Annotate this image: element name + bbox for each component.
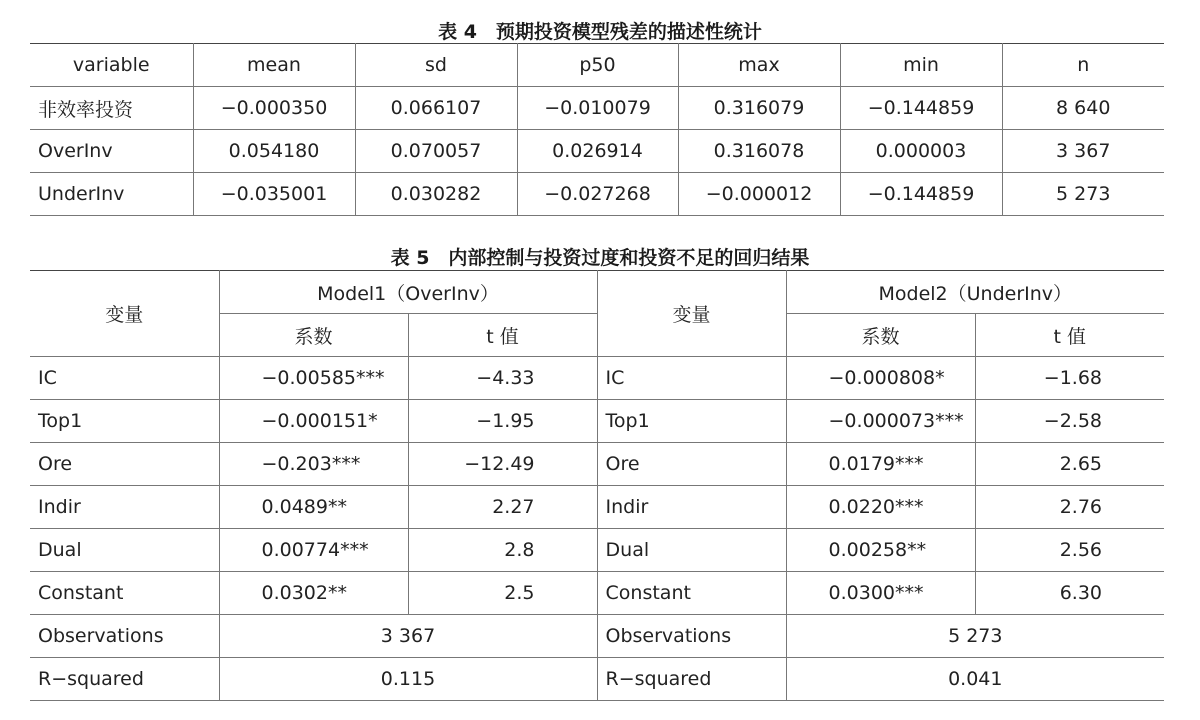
coef-cell: −0.000808* <box>786 357 975 400</box>
table-cell: 0.316079 <box>678 87 840 130</box>
coef-header: 系数 <box>219 314 408 357</box>
variable-label: Indir <box>597 486 786 529</box>
table-cell: 0.030282 <box>355 173 517 216</box>
table-row <box>30 173 1164 216</box>
coef-cell: −0.000151* <box>219 400 408 443</box>
coef-cell: 0.00774*** <box>219 529 408 572</box>
table4-header-cell: max <box>678 44 840 87</box>
variable-label: IC <box>30 357 219 400</box>
table-cell: −0.000012 <box>678 173 840 216</box>
coef-header: 系数 <box>786 314 975 357</box>
model1-header: Model1（OverInv） <box>219 271 597 314</box>
table4-header-cell: mean <box>193 44 355 87</box>
t-value-cell: 6.30 <box>975 572 1164 615</box>
coef-cell: 0.0300*** <box>786 572 975 615</box>
table-cell: −0.144859 <box>840 173 1002 216</box>
coef-cell: 0.0302** <box>219 572 408 615</box>
coef-cell: 0.00258** <box>786 529 975 572</box>
observations-label: Observations <box>30 615 219 658</box>
variable-label: Indir <box>30 486 219 529</box>
table-cell: 0.316078 <box>678 130 840 173</box>
table5-caption: 表 5 内部控制与投资过度和投资不足的回归结果 <box>390 247 810 269</box>
variable-label: Ore <box>30 443 219 486</box>
table-cell: −0.000350 <box>193 87 355 130</box>
rsquared-value: 0.115 <box>219 658 597 701</box>
variable-label: Top1 <box>30 400 219 443</box>
table-row <box>30 130 1164 173</box>
variable-label: Dual <box>30 529 219 572</box>
table-cell: −0.035001 <box>193 173 355 216</box>
rsquared-value: 0.041 <box>786 658 1164 701</box>
table-cell: 非效率投资 <box>30 87 193 130</box>
table-cell: 0.070057 <box>355 130 517 173</box>
variable-label: Ore <box>597 443 786 486</box>
table4-caption: 表 4 预期投资模型残差的描述性统计 <box>438 21 762 43</box>
observations-value: 5 273 <box>786 615 1164 658</box>
table-cell: 0.026914 <box>517 130 678 173</box>
table5-header-row <box>30 271 1164 314</box>
table-cell: −0.010079 <box>517 87 678 130</box>
table4-header-cell: variable <box>30 44 193 87</box>
observations-value: 3 367 <box>219 615 597 658</box>
table-cell: 3 367 <box>1002 130 1164 173</box>
t-value-cell: −4.33 <box>408 357 597 400</box>
t-value-cell: 2.5 <box>408 572 597 615</box>
table-row <box>30 572 1164 615</box>
variable-label: Top1 <box>597 400 786 443</box>
table4-header-cell: min <box>840 44 1002 87</box>
table4-header-cell: n <box>1002 44 1164 87</box>
t-value-cell: −1.95 <box>408 400 597 443</box>
coef-cell: 0.0489** <box>219 486 408 529</box>
t-value-cell: −12.49 <box>408 443 597 486</box>
table4-header-row <box>30 44 1164 87</box>
variable-label: Constant <box>597 572 786 615</box>
table4-header-cell: sd <box>355 44 517 87</box>
coef-cell: −0.203*** <box>219 443 408 486</box>
t-value-cell: −1.68 <box>975 357 1164 400</box>
rsquared-label: R−squared <box>30 658 219 701</box>
coef-cell: 0.0179*** <box>786 443 975 486</box>
table4 <box>30 43 1164 216</box>
t-value-cell: 2.27 <box>408 486 597 529</box>
variable-label: Constant <box>30 572 219 615</box>
coef-cell: −0.00585*** <box>219 357 408 400</box>
table-cell: 0.054180 <box>193 130 355 173</box>
table4-header-cell: p50 <box>517 44 678 87</box>
t-header: t 值 <box>408 314 597 357</box>
table-cell: −0.027268 <box>517 173 678 216</box>
table-row <box>30 357 1164 400</box>
rsquared-row <box>30 658 1164 701</box>
t-value-cell: 2.8 <box>408 529 597 572</box>
table-row <box>30 400 1164 443</box>
t-value-cell: 2.56 <box>975 529 1164 572</box>
t-value-cell: 2.65 <box>975 443 1164 486</box>
model2-header: Model2（UnderInv） <box>786 271 1164 314</box>
variable-label: Dual <box>597 529 786 572</box>
table-cell: 5 273 <box>1002 173 1164 216</box>
table-cell: UnderInv <box>30 173 193 216</box>
table-row <box>30 87 1164 130</box>
variable-label: IC <box>597 357 786 400</box>
t-header: t 值 <box>975 314 1164 357</box>
t-value-cell: 2.76 <box>975 486 1164 529</box>
var-header: 变量 <box>30 271 219 357</box>
table-cell: 0.066107 <box>355 87 517 130</box>
table-cell: OverInv <box>30 130 193 173</box>
observations-label: Observations <box>597 615 786 658</box>
rsquared-label: R−squared <box>597 658 786 701</box>
table-row <box>30 486 1164 529</box>
table-cell: 8 640 <box>1002 87 1164 130</box>
coef-cell: 0.0220*** <box>786 486 975 529</box>
table-cell: −0.144859 <box>840 87 1002 130</box>
var-header: 变量 <box>597 271 786 357</box>
table-cell: 0.000003 <box>840 130 1002 173</box>
observations-row <box>30 615 1164 658</box>
table-row <box>30 529 1164 572</box>
coef-cell: −0.000073*** <box>786 400 975 443</box>
table5 <box>30 270 1164 701</box>
table-row <box>30 443 1164 486</box>
t-value-cell: −2.58 <box>975 400 1164 443</box>
